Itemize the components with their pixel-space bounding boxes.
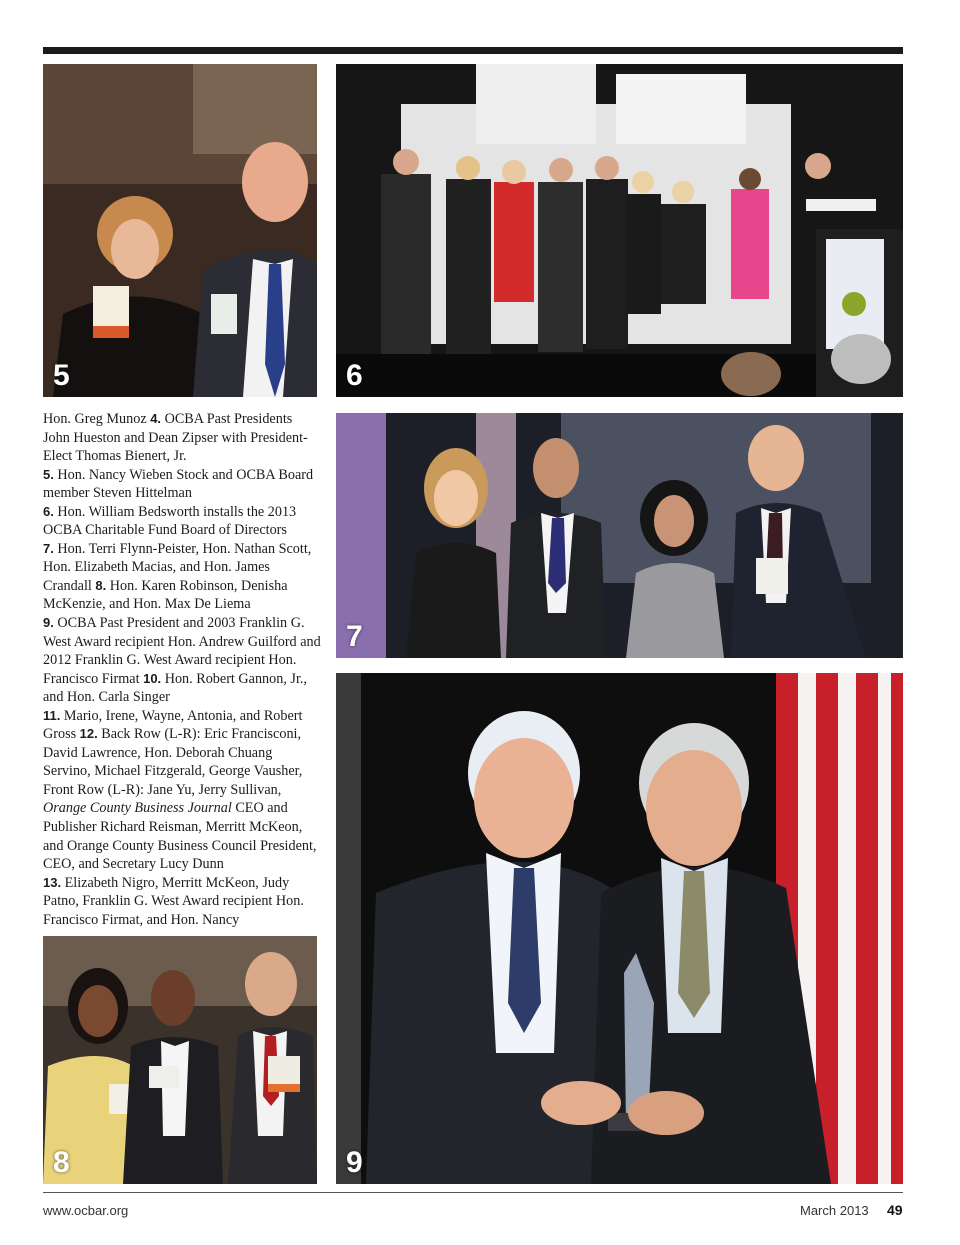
photo-5-image: [43, 64, 317, 397]
photo-7-image: [336, 413, 903, 658]
caption-text: CEO and Publisher Richard Reisman, Merritt McKeon, and Orange County Business Council President, CEO, and Secretary Lucy Dunn: [43, 800, 317, 873]
photo-8-image: [43, 936, 317, 1184]
photo-number: 5: [53, 359, 70, 392]
photo-number: 8: [53, 1146, 70, 1179]
photo-number: 7: [346, 620, 363, 653]
footer-date: March 2013: [800, 1203, 869, 1218]
page-number: 49: [887, 1202, 903, 1218]
caption-number: 12.: [79, 726, 98, 742]
caption-text: Hon. Greg Munoz: [43, 411, 151, 427]
caption-text: Back Row (L-R): Eric Francisconi, David Lawrence, Hon. Deborah Chuang Servino, Michael Fitzgerald, George Vausher, Front Row (L-R): Jane Yu, Jerry Sullivan,: [43, 726, 303, 798]
caption-text: OCBA Past President and 2003 Franklin G. West Award recipient Hon. Andrew Guilford and 2012 Franklin G. West Award recipient Hon. Francisco Firmat: [43, 615, 321, 687]
photo-6-image: [336, 64, 903, 397]
caption-number: 7.: [43, 540, 54, 556]
caption-number: 13.: [43, 874, 62, 890]
caption-italic-text: Orange County Business Journal: [43, 800, 232, 817]
photo-7: [336, 413, 903, 658]
caption-text: OCBA Past Presidents John Hueston and Dean Zipser with President-Elect Thomas Bienert, Jr.: [43, 411, 308, 465]
caption-number: 4.: [150, 411, 162, 426]
photo-number: 9: [346, 1146, 363, 1179]
caption-text: Hon. William Bedsworth installs the 2013 OCBA Charitable Fund Board of Directors: [43, 503, 297, 539]
photo-captions: [43, 410, 321, 929]
caption-number: 8.: [95, 577, 107, 593]
photo-9-image: [336, 673, 903, 1184]
photo-number: 6: [346, 359, 363, 392]
caption-number: 6.: [43, 503, 54, 519]
top-rule: [43, 47, 903, 54]
photo-8: [43, 936, 317, 1184]
caption-number: 10.: [143, 670, 162, 686]
caption-text: Mario, Irene, Wayne, Antonia, and Robert Gross: [43, 707, 303, 743]
caption-text: Hon. Terri Flynn-Peister, Hon. Nathan Scott, Hon. Elizabeth Macias, and Hon. James Crandall: [43, 540, 312, 594]
caption-number: 11.: [43, 707, 61, 723]
caption-text: Elizabeth Nigro, Merritt McKeon, Judy Patno, Franklin G. West Award recipient Hon. Francisco Firmat, and Hon. Nancy: [43, 874, 304, 928]
photo-9: [336, 673, 903, 1184]
photo-6: [336, 64, 903, 397]
caption-text: Hon. Robert Gannon, Jr., and Hon. Carla Singer: [43, 670, 307, 706]
caption-number: 5.: [43, 466, 54, 482]
caption-number: 9.: [43, 615, 54, 631]
footer-website[interactable]: www.ocbar.org: [43, 1203, 129, 1218]
caption-text: Hon. Karen Robinson, Denisha McKenzie, and Hon. Max De Liema: [43, 577, 288, 613]
bottom-rule: [43, 1192, 903, 1193]
photo-5: [43, 64, 317, 397]
caption-text: Hon. Nancy Wieben Stock and OCBA Board member Steven Hittelman: [43, 466, 314, 502]
